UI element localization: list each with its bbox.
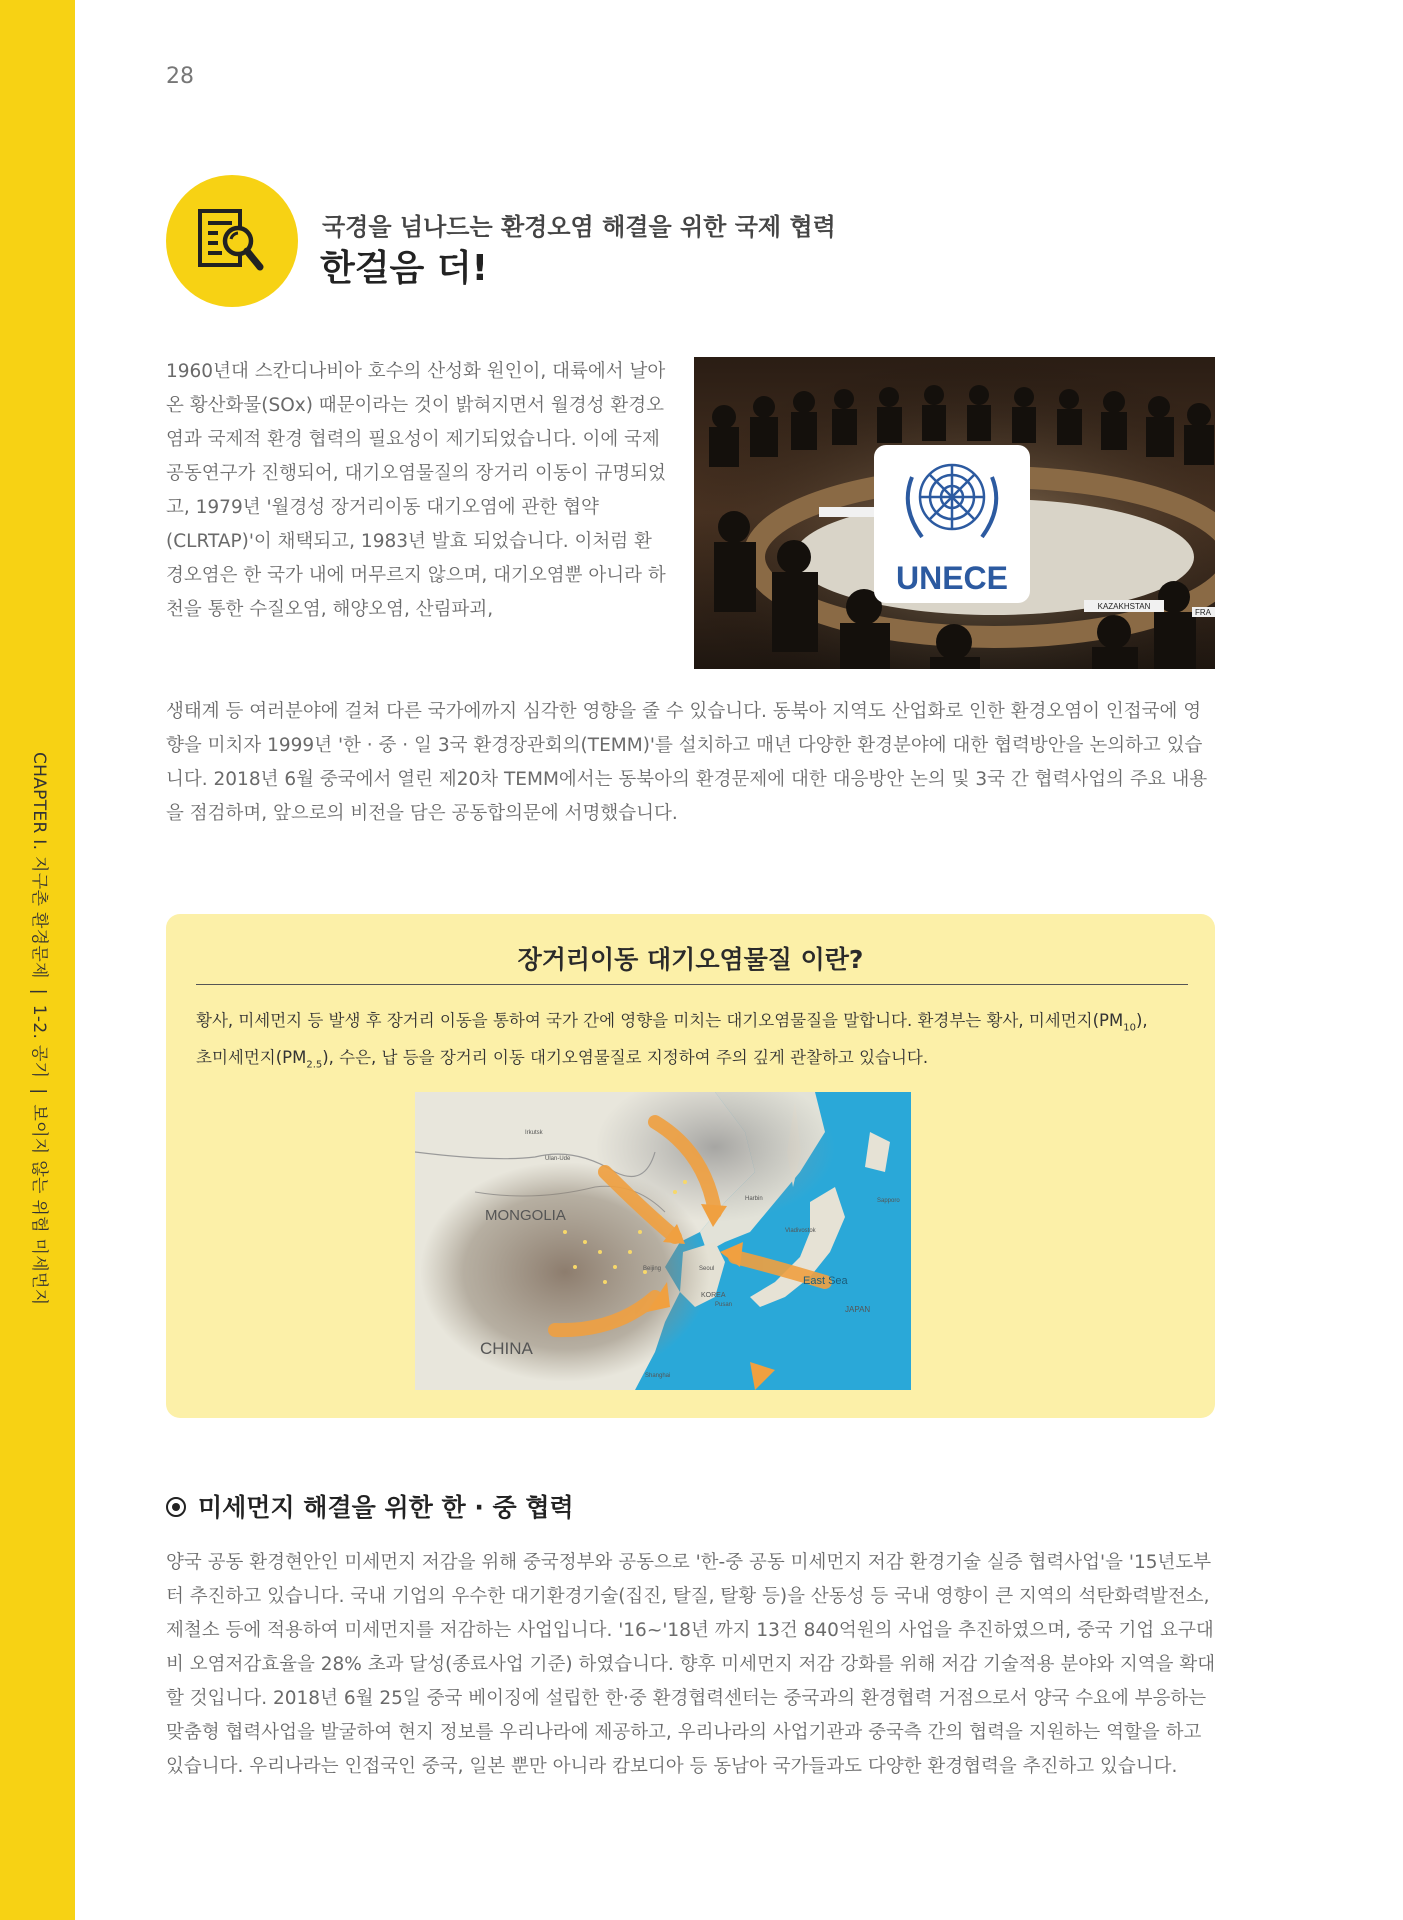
map-label-vladivostok: Vladivostok: [785, 1228, 816, 1234]
page-number: 28: [166, 64, 194, 89]
map-label-china: CHINA: [480, 1339, 533, 1358]
sidebar-section: 1-2. 공기: [29, 1004, 49, 1079]
map-label-seoul: Seoul: [699, 1266, 715, 1272]
info-box-title: 장거리이동 대기오염물질 이란?: [517, 945, 864, 974]
section-heading-text: 미세먼지 해결을 위한 한 · 중 협력: [198, 1493, 574, 1522]
nameplate-text: FRA: [1195, 608, 1211, 617]
nameplate-text: KAZAKHSTAN: [1097, 602, 1151, 611]
info-box-text: 황사, 미세먼지 등 발생 후 장거리 이동을 통하여 국가 간에 영향을 미치는 대기오염물질을 말합니다. 환경부는 황사, 미세먼지$(PM_{10})$, 초미세먼지$(PM_{2.5})$, 수은, 납 등을 장거리 이동 대기오염물질로 지정하여 주의 깊게 관찰하고 있습니다.: [196, 1011, 1148, 1071]
map-label-east-sea: East Sea: [803, 1275, 848, 1287]
unece-logo-text: UNECE: [895, 560, 1009, 596]
map-label-korea: KOREA: [701, 1292, 726, 1299]
map-label-japan: JAPAN: [845, 1305, 871, 1314]
sidebar-topic: 보이지 않는 위험 미세먼지: [29, 1104, 49, 1306]
circle-bullet-icon: [166, 1497, 186, 1517]
dust-transport-map: [415, 1092, 911, 1390]
header-title: 한걸음 더!: [320, 248, 489, 289]
sidebar-separator: |: [29, 988, 49, 995]
sidebar-separator: |: [29, 1088, 49, 1095]
map-label-sapporo: Sapporo: [877, 1198, 900, 1204]
unece-meeting-photo: [694, 357, 1215, 669]
map-label-mongolia: MONGOLIA: [485, 1207, 566, 1224]
map-label-harbin: Harbin: [745, 1196, 763, 1202]
document-search-icon: [196, 205, 268, 277]
map-label-irkutsk: Irkutsk: [525, 1130, 543, 1136]
sidebar-chapter-label: [29, 752, 54, 1305]
info-box-divider: [196, 984, 1188, 985]
map-label-ulan-ude: Ulan-Ude: [545, 1156, 571, 1162]
map-label-shanghai: Shanghai: [645, 1373, 671, 1379]
intro-paragraph-full: 생태계 등 여러분야에 걸쳐 다른 국가에까지 심각한 영향을 줄 수 있습니다. 동북아 지역도 산업화로 인한 환경오염이 인접국에 영향을 미치자 1999년 '한 · 중 · 일 3국 환경장관회의(TEMM)'를 설치하고 매년 다양한 환경분야에 대한 협력방안을 논의하고 있습니다. 2018년 6월 중국에서 열린 제20차 TEMM에서는 동북아의 환경문제에 대한 대응방안 논의 및 3국 간 협력사업의 주요 내용을 점검하며, 앞으로의 비전을 담은 공동합의문에 서명했습니다.: [166, 701, 1208, 824]
section-paragraph: 양국 공동 환경현안인 미세먼지 저감을 위해 중국정부와 공동으로 '한-중 공동 미세먼지 저감 환경기술 실증 협력사업'을 '15년도부터 추진하고 있습니다. 국내 기업의 우수한 대기환경기술(집진, 탈질, 탈황 등)을 산동성 등 국내 영향이 큰 지역의 석탄화력발전소, 제철소 등에 적용하여 미세먼지를 저감하는 사업입니다. '16~'18년 까지 13건 840억원의 사업을 추진하였으며, 중국 기업 요구대비 오염저감효율을 28% 초과 달성(종료사업 기준) 하였습니다. 향후 미세먼지 저감 강화를 위해 저감 기술적용 분야와 지역을 확대할 것입니다. 2018년 6월 25일 중국 베이징에 설립한 한·중 환경협력센터는 중국과의 환경협력 거점으로서 양국 수요에 부응하는 맞춤형 협력사업을 발굴하여 현지 정보를 우리나라에 제공하고, 우리나라의 사업기관과 중국측 간의 협력을 지원하는 역할을 하고 있습니다. 우리나라는 인접국인 중국, 일본 뿐만 아니라 캄보디아 등 동남아 국가들과도 다양한 환경협력을 추진하고 있습니다.: [166, 1552, 1216, 1777]
header-subtitle: 국경을 넘나드는 환경오염 해결을 위한 국제 협력: [322, 213, 836, 241]
map-label-busan: Pusan: [715, 1302, 733, 1308]
map-label-beijing: Beijing: [643, 1266, 662, 1272]
info-box: [166, 914, 1215, 1418]
header-badge: [166, 175, 298, 307]
sidebar-chapter: CHAPTER I. 지구촌 환경문제: [29, 752, 49, 979]
section-heading: [166, 1488, 574, 1524]
intro-paragraph-left: 1960년대 스칸디나비아 호수의 산성화 원인이, 대륙에서 날아온 황산화물(SOx) 때문이라는 것이 밝혀지면서 월경성 환경오염과 국제적 환경 협력의 필요성이 제기되었습니다. 이에 국제 공동연구가 진행되어, 대기오염물질의 장거리 이동이 규명되었고, 1979년 '월경성 장거리이동 대기오염에 관한 협약(CLRTAP)'이 채택되고, 1983년 발효 되었습니다. 이처럼 환경오염은 한 국가 내에 머무르지 않으며, 대기오염뿐 아니라 하천을 통한 수질오염, 해양오염, 산림파괴,: [166, 361, 666, 620]
